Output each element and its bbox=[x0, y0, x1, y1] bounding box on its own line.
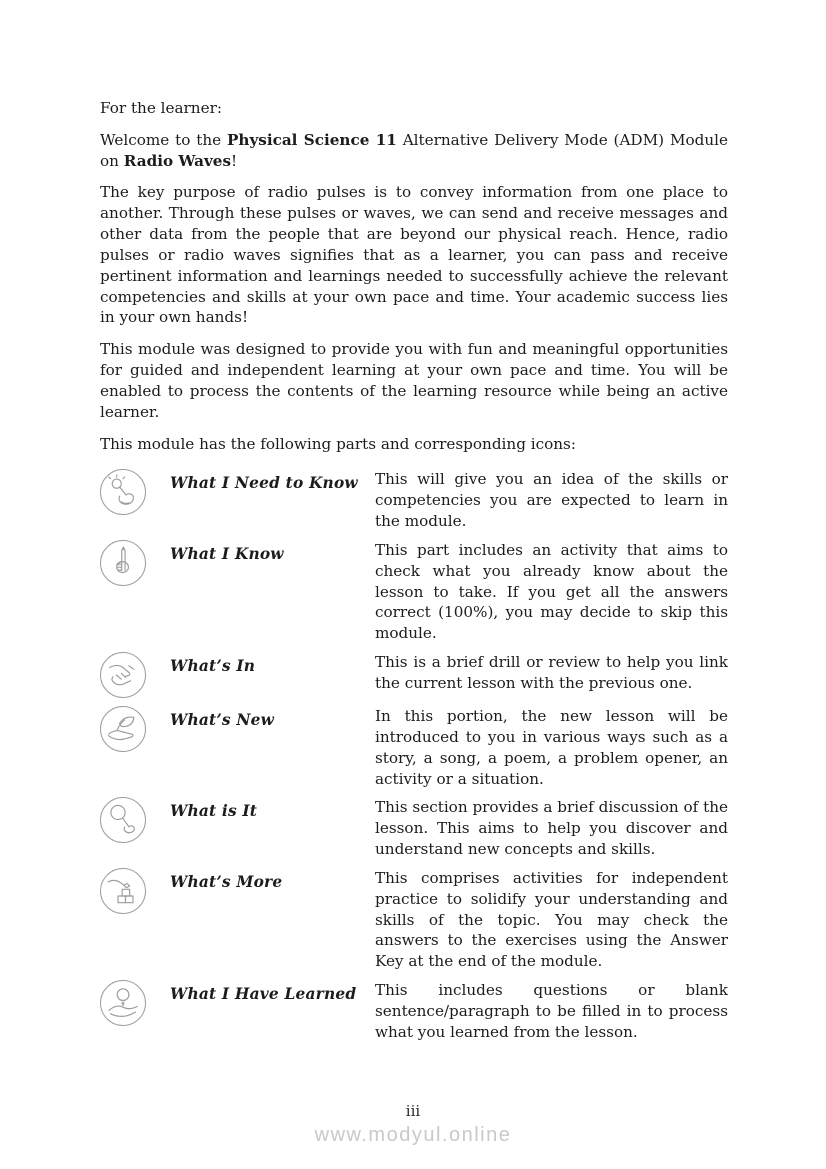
part-label: What is It bbox=[170, 802, 258, 821]
part-description: In this portion, the new lesson will be introduced to you in various ways such as a story, a song, a poem, a problem opener, an activity or a situation. bbox=[375, 707, 728, 788]
part-row-what-i-have-learned bbox=[100, 980, 728, 1042]
page-footer bbox=[0, 1102, 826, 1147]
part-description: This section provides a brief discussion of the lesson. This aims to help you discover and understand new concepts and skills. bbox=[375, 798, 728, 859]
part-description: This part includes an activity that aims to check what you already know about the lesson to take. If you get all the answers correct (100%), you may decide to skip this module. bbox=[375, 540, 728, 643]
salutation: For the learner: bbox=[100, 99, 222, 117]
watermark-text: www.modyul.online bbox=[314, 1124, 512, 1146]
page-number: iii bbox=[405, 1102, 421, 1120]
part-description: This comprises activities for independent practice to solidify your understanding and skills of the topic. You may check the answers to the exercises using the Answer Key at the end of the module. bbox=[375, 868, 728, 971]
part-label: What’s More bbox=[170, 872, 283, 891]
part-row-what-is-it bbox=[100, 797, 728, 859]
module-parts-table bbox=[100, 469, 728, 1042]
welcome-text-post: ! bbox=[231, 151, 238, 170]
welcome-text-pre: Welcome to the bbox=[100, 130, 227, 149]
parts-intro-paragraph: This module has the following parts and corresponding icons: bbox=[100, 434, 576, 453]
welcome-text-mid: Alternative Delivery Mode (ADM) Module on bbox=[100, 130, 728, 170]
part-row-whats-more bbox=[100, 868, 728, 972]
page-content bbox=[100, 98, 728, 1050]
part-label: What I Know bbox=[170, 544, 284, 563]
part-label: What I Have Learned bbox=[170, 984, 357, 1003]
part-description: This will give you an idea of the skills or competencies you are expected to learn in the module. bbox=[375, 470, 728, 531]
part-row-what-i-know bbox=[100, 540, 728, 644]
purpose-paragraph: The key purpose of radio pulses is to convey information from one place to another. Through these pulses or waves, we can send and receive messages and other data from the people that are beyond our physical reach. Hence, radio pulses or radio waves signifies that as a learner, you can pass and receive pertinent information and learnings needed to successfully achieve the relevant competencies and skills at your own pace and time. Your academic success lies in your own hands! bbox=[100, 183, 728, 327]
hand-leaf-icon bbox=[100, 706, 146, 752]
welcome-paragraph bbox=[100, 130, 728, 172]
part-label: What’s In bbox=[170, 657, 256, 676]
part-description: This is a brief drill or review to help you link the current lesson with the previous one. bbox=[375, 653, 728, 692]
part-label: What’s New bbox=[170, 711, 275, 730]
part-row-whats-new bbox=[100, 706, 728, 789]
hand-blocks-icon bbox=[100, 868, 146, 914]
course-title: Physical Science 11 bbox=[226, 130, 397, 149]
hand-pencil-icon bbox=[100, 540, 146, 586]
bulb-hand-icon bbox=[100, 980, 146, 1026]
part-row-what-i-need-to-know bbox=[100, 469, 728, 531]
part-description: This includes questions or blank sentence/paragraph to be filled in to process what you learned from the lesson. bbox=[375, 980, 728, 1041]
module-topic: Radio Waves bbox=[123, 151, 231, 170]
linking-hands-icon bbox=[100, 652, 146, 698]
tap-finger-icon bbox=[100, 469, 146, 515]
magnifier-hand-icon bbox=[100, 797, 146, 843]
part-row-whats-in bbox=[100, 652, 728, 698]
part-label: What I Need to Know bbox=[170, 474, 358, 493]
design-paragraph: This module was designed to provide you with fun and meaningful opportunities for guided and independent learning at your own pace and time. You will be enabled to process the contents of the learning resource while being an active learner. bbox=[100, 340, 728, 421]
